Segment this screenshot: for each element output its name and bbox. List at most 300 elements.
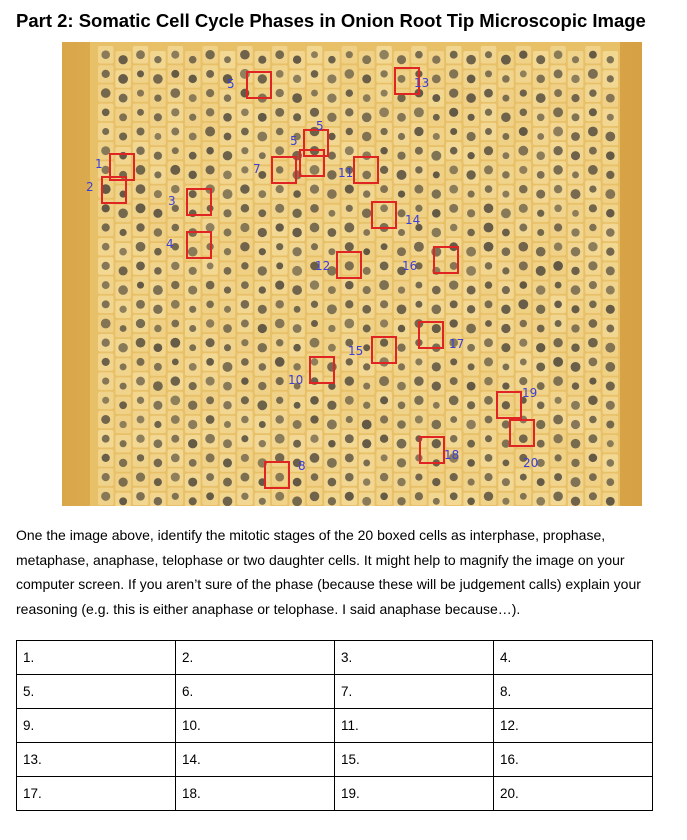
nucleus — [136, 261, 145, 270]
nucleus — [241, 435, 248, 442]
nucleus — [397, 344, 405, 352]
nucleus — [397, 382, 406, 391]
nucleus — [449, 69, 458, 78]
nucleus — [501, 324, 510, 333]
nucleus — [380, 128, 387, 135]
nucleus — [571, 247, 580, 256]
nucleus — [362, 171, 371, 180]
nucleus — [311, 473, 319, 481]
nucleus — [241, 416, 248, 423]
nucleus — [415, 51, 423, 59]
nucleus — [502, 229, 510, 237]
answer-row — [17, 743, 653, 777]
nucleus — [571, 497, 580, 506]
nucleus — [102, 339, 110, 347]
nucleus — [258, 324, 267, 333]
nucleus — [171, 70, 179, 78]
nucleus — [485, 320, 492, 327]
nucleus — [431, 247, 441, 257]
box-label: 3 — [168, 194, 176, 208]
nucleus — [432, 305, 442, 315]
nucleus — [606, 401, 615, 410]
answer-cell[interactable]: 12. — [494, 709, 653, 743]
answer-cell[interactable]: 14. — [176, 743, 335, 777]
nucleus — [484, 492, 493, 501]
nucleus — [276, 70, 284, 78]
nucleus — [137, 282, 144, 289]
nucleus — [292, 228, 302, 238]
nucleus — [292, 209, 301, 218]
nucleus — [362, 420, 372, 430]
nucleus — [224, 306, 231, 313]
answer-cell[interactable]: 16. — [494, 743, 653, 777]
nucleus — [397, 304, 407, 314]
nucleus — [468, 114, 475, 121]
nucleus — [154, 248, 162, 256]
nucleus — [520, 358, 527, 365]
nucleus — [553, 415, 563, 425]
nucleus — [328, 133, 335, 140]
nucleus — [519, 434, 528, 443]
nucleus — [292, 247, 301, 256]
nucleus — [379, 357, 388, 366]
nucleus — [571, 401, 580, 410]
nucleus — [153, 381, 163, 391]
answer-cell[interactable]: 9. — [17, 709, 176, 743]
nucleus — [292, 266, 302, 276]
nucleus — [102, 377, 109, 384]
nucleus — [102, 435, 110, 443]
answer-cell[interactable]: 5. — [17, 675, 176, 709]
nucleus — [432, 362, 441, 371]
nucleus — [398, 325, 405, 332]
nucleus — [224, 421, 231, 428]
nucleus — [310, 108, 319, 117]
nucleus — [467, 459, 475, 467]
nucleus — [120, 325, 127, 332]
nucleus — [379, 50, 389, 60]
box-label: 8 — [298, 459, 306, 473]
nucleus — [537, 171, 545, 179]
nucleus — [589, 473, 597, 481]
nucleus — [449, 185, 458, 194]
nucleus — [276, 243, 283, 250]
nucleus — [189, 133, 197, 141]
nucleus — [554, 242, 562, 250]
nucleus — [432, 478, 440, 486]
nucleus — [571, 362, 581, 372]
nucleus — [502, 401, 510, 409]
nucleus — [102, 204, 110, 212]
nucleus — [571, 324, 579, 332]
nucleus — [345, 242, 354, 251]
nucleus — [555, 454, 562, 461]
nucleus — [589, 204, 597, 212]
nucleus — [398, 229, 405, 236]
answer-row — [17, 709, 653, 743]
nucleus — [327, 420, 337, 430]
nucleus — [311, 358, 318, 365]
nucleus — [101, 319, 111, 329]
nucleus — [241, 396, 249, 404]
nucleus — [605, 132, 615, 142]
answer-cell[interactable]: 2. — [176, 641, 335, 675]
nucleus — [328, 228, 337, 237]
nucleus — [310, 453, 320, 463]
nucleus — [224, 248, 231, 255]
answer-cell[interactable]: 18. — [176, 777, 335, 811]
nucleus — [275, 319, 285, 329]
box-label: 19 — [522, 386, 538, 400]
box-label: 1 — [95, 157, 103, 171]
nucleus — [206, 453, 215, 462]
nucleus — [136, 184, 146, 194]
nucleus — [415, 415, 423, 423]
nucleus — [554, 89, 562, 97]
nucleus — [571, 459, 579, 467]
answer-cell[interactable]: 4. — [494, 641, 653, 675]
nucleus — [258, 56, 266, 64]
nucleus — [588, 338, 598, 348]
nucleus — [485, 416, 493, 424]
nucleus — [397, 152, 405, 160]
nucleus — [485, 435, 492, 442]
nucleus — [415, 147, 423, 155]
nucleus — [224, 94, 231, 101]
nucleus — [415, 492, 423, 500]
nucleus — [171, 320, 179, 328]
nucleus — [101, 146, 110, 155]
nucleus — [223, 496, 233, 506]
nucleus — [188, 286, 197, 295]
nucleus — [450, 147, 458, 155]
nucleus — [118, 74, 128, 84]
nucleus — [553, 492, 563, 502]
box-label: 17 — [449, 337, 465, 351]
nucleus — [537, 113, 545, 121]
nucleus — [206, 281, 215, 290]
nucleus — [153, 285, 163, 295]
nucleus — [572, 113, 580, 121]
nucleus — [102, 454, 110, 462]
nucleus — [484, 338, 493, 347]
nucleus — [467, 132, 476, 141]
nucleus — [118, 343, 127, 352]
nucleus — [154, 56, 161, 63]
nucleus — [431, 151, 441, 161]
nucleus — [380, 70, 387, 77]
nucleus — [484, 165, 493, 174]
nucleus — [520, 70, 527, 77]
nucleus — [397, 247, 406, 256]
nucleus — [310, 280, 319, 289]
nucleus — [206, 89, 214, 97]
nucleus — [605, 189, 615, 199]
nucleus — [380, 396, 388, 404]
nucleus — [137, 454, 144, 461]
nucleus — [520, 109, 528, 117]
nucleus — [589, 492, 597, 500]
nucleus — [258, 74, 267, 83]
nucleus — [327, 113, 336, 122]
box-label: 2 — [86, 180, 94, 194]
nucleus — [415, 301, 422, 308]
answer-cell[interactable]: 1. — [17, 641, 176, 675]
nucleus — [571, 285, 581, 295]
nucleus — [328, 325, 335, 332]
nucleus — [484, 89, 493, 98]
nucleus — [241, 204, 250, 213]
nucleus — [119, 229, 126, 236]
nucleus — [275, 146, 284, 155]
nucleus — [467, 286, 476, 295]
nucleus — [398, 133, 405, 140]
answer-cell[interactable]: 19. — [335, 777, 494, 811]
nucleus — [136, 203, 146, 213]
nucleus — [397, 439, 407, 449]
nucleus — [345, 434, 354, 443]
nucleus — [571, 305, 579, 313]
nucleus — [449, 166, 458, 175]
nucleus — [554, 223, 562, 231]
nucleus — [380, 300, 388, 308]
nucleus — [154, 113, 162, 121]
answer-cell[interactable]: 8. — [494, 675, 653, 709]
nucleus — [119, 459, 127, 467]
nucleus — [467, 305, 475, 313]
nucleus — [223, 209, 231, 217]
nucleus — [188, 75, 196, 83]
nucleus — [258, 113, 267, 122]
nucleus — [170, 338, 180, 348]
nucleus — [606, 248, 614, 256]
nucleus — [380, 319, 388, 327]
box-label: 4 — [166, 237, 174, 251]
nucleus — [414, 242, 424, 252]
nucleus — [519, 339, 527, 347]
nucleus — [259, 421, 266, 428]
nucleus — [328, 286, 336, 294]
nucleus — [571, 151, 580, 160]
nucleus — [449, 88, 458, 97]
nucleus — [344, 223, 354, 233]
nucleus — [137, 416, 145, 424]
nucleus — [380, 434, 388, 442]
nucleus — [241, 166, 248, 173]
nucleus — [311, 51, 318, 58]
nucleus — [398, 363, 405, 370]
nucleus — [310, 396, 319, 405]
nucleus — [188, 420, 197, 429]
nucleus — [189, 459, 197, 467]
nucleus — [206, 396, 214, 404]
nucleus — [205, 50, 214, 59]
nucleus — [223, 324, 232, 333]
nucleus — [519, 261, 528, 270]
nucleus — [415, 358, 422, 365]
nucleus — [102, 70, 110, 78]
nucleus — [310, 435, 318, 443]
nucleus — [502, 498, 509, 505]
nucleus — [154, 133, 161, 140]
nucleus — [484, 377, 493, 386]
nucleus — [467, 498, 475, 506]
answer-cell[interactable]: 3. — [335, 641, 494, 675]
answer-cell[interactable]: 11. — [335, 709, 494, 743]
nucleus — [345, 108, 353, 116]
nucleus — [553, 146, 562, 155]
answer-row — [17, 777, 653, 811]
nucleus — [310, 185, 319, 194]
nucleus — [311, 243, 318, 250]
nucleus — [293, 324, 302, 333]
nucleus — [101, 492, 110, 501]
nucleus — [553, 107, 563, 117]
answer-cell[interactable]: 10. — [176, 709, 335, 743]
nucleus — [432, 94, 440, 102]
nucleus — [502, 478, 510, 486]
nucleus — [275, 300, 283, 308]
nucleus — [554, 185, 562, 193]
nucleus — [154, 325, 161, 332]
nucleus — [362, 55, 371, 64]
nucleus — [449, 280, 458, 289]
nucleus — [206, 300, 214, 308]
nucleus — [345, 396, 354, 405]
nucleus — [154, 363, 162, 371]
nucleus — [467, 401, 475, 409]
answer-cell[interactable]: 17. — [17, 777, 176, 811]
nucleus — [171, 415, 180, 424]
nucleus — [415, 454, 422, 461]
nucleus — [397, 478, 405, 486]
nucleus — [259, 440, 266, 447]
nucleus — [433, 114, 440, 121]
nucleus — [484, 146, 493, 155]
nucleus — [588, 69, 598, 79]
nucleus — [433, 133, 440, 140]
answer-cell[interactable]: 15. — [335, 743, 494, 777]
nucleus — [450, 492, 458, 500]
nucleus — [433, 498, 440, 505]
nucleus — [380, 473, 388, 481]
answer-cell[interactable]: 7. — [335, 675, 494, 709]
nucleus — [136, 127, 144, 135]
nucleus — [607, 440, 614, 447]
nucleus — [432, 324, 441, 333]
nucleus — [536, 93, 546, 103]
nucleus — [502, 191, 509, 198]
nucleus — [554, 473, 562, 481]
nucleus — [363, 325, 371, 333]
nucleus — [432, 228, 441, 237]
answer-cell[interactable]: 13. — [17, 743, 176, 777]
nucleus — [137, 109, 144, 116]
nucleus — [398, 286, 405, 293]
nucleus — [136, 434, 144, 442]
nucleus — [502, 363, 509, 370]
nucleus — [275, 281, 284, 290]
nucleus — [153, 305, 162, 314]
nucleus — [414, 107, 424, 117]
nucleus — [328, 152, 336, 160]
nucleus — [241, 281, 249, 289]
nucleus — [537, 133, 544, 140]
nucleus — [118, 209, 128, 219]
nucleus — [432, 74, 441, 83]
nucleus — [119, 421, 126, 428]
instructions-paragraph: One the image above, identify the mitotic stages of the 20 boxed cells as interphase, prophase, metaphase, anaphase, telophase or two daughter cells. It might help to magnify the image on your computer screen. If you aren’t sure of the phase (because these will be judgement calls) explain your reasoning (e.g. this is either anaphase or telophase. I said anaphase because…). — [16, 527, 641, 617]
nucleus — [258, 305, 267, 314]
nucleus — [519, 166, 527, 174]
nucleus — [554, 300, 562, 308]
nucleus — [310, 415, 318, 423]
nucleus — [380, 415, 388, 423]
nucleus — [258, 228, 267, 237]
nucleus — [102, 473, 110, 481]
nucleus — [257, 400, 267, 410]
nucleus — [571, 94, 579, 102]
nucleus — [362, 74, 371, 83]
nucleus — [606, 478, 614, 486]
nucleus — [502, 420, 510, 428]
nucleus — [450, 358, 457, 365]
nucleus — [485, 128, 492, 135]
nucleus — [553, 127, 563, 137]
nucleus — [344, 69, 354, 79]
nucleus — [205, 127, 215, 137]
nucleus — [589, 378, 596, 385]
nucleus — [206, 108, 214, 116]
nucleus — [189, 325, 196, 332]
nucleus — [467, 152, 474, 159]
nucleus — [206, 70, 214, 78]
nucleus — [571, 132, 580, 141]
nucleus — [450, 51, 458, 59]
answer-row — [17, 675, 653, 709]
nucleus — [154, 421, 161, 428]
nucleus — [224, 344, 231, 351]
nucleus — [293, 440, 301, 448]
nucleus — [172, 147, 179, 154]
nucleus — [536, 266, 546, 276]
nucleus — [589, 416, 597, 424]
nucleus — [450, 435, 458, 443]
answer-cell[interactable]: 20. — [494, 777, 653, 811]
answer-cell[interactable]: 6. — [176, 675, 335, 709]
nucleus — [381, 90, 388, 97]
nucleus — [120, 363, 127, 370]
nucleus — [467, 209, 475, 217]
nucleus — [171, 281, 179, 289]
nucleus — [363, 383, 370, 390]
nucleus — [484, 204, 494, 214]
nucleus — [241, 147, 248, 154]
nucleus — [432, 56, 440, 64]
nucleus — [153, 74, 163, 84]
nucleus — [136, 492, 145, 501]
nucleus — [571, 228, 579, 236]
nucleus — [258, 363, 266, 371]
nucleus — [294, 402, 301, 409]
nucleus — [450, 128, 457, 135]
nucleus — [450, 473, 458, 481]
nucleus — [346, 358, 353, 365]
nucleus — [537, 402, 545, 410]
nucleus — [555, 397, 562, 404]
nucleus — [467, 344, 475, 352]
nucleus — [189, 56, 197, 64]
